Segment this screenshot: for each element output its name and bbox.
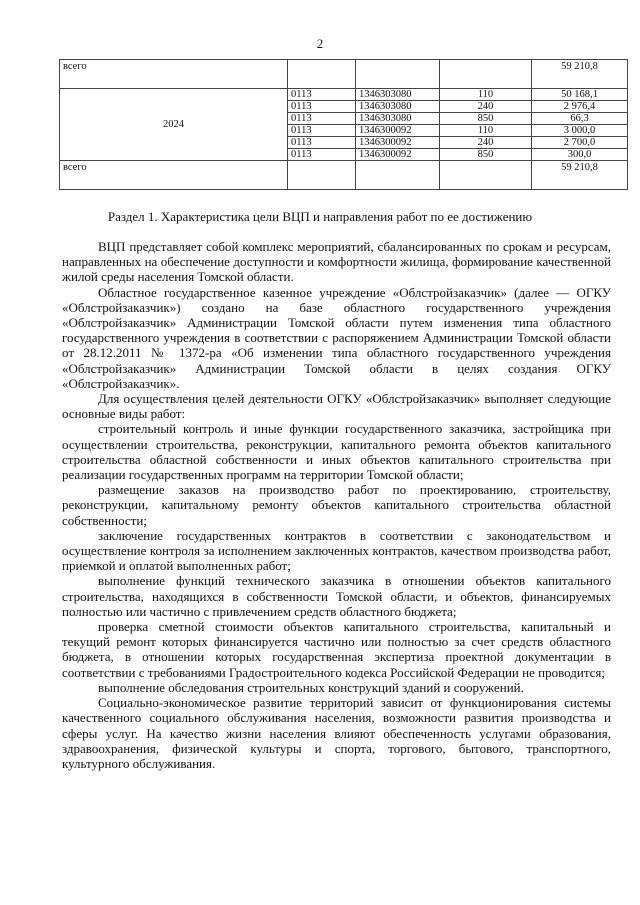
csr-cell: 1346300092: [356, 137, 440, 149]
sum-cell: 50 168,1: [532, 89, 628, 101]
list-item: строительный контроль и иные функции государственного заказчика, застройщика при осуществлении строительства, реконструкции, капитального ремонта объектов капитального строительства областной собственности и иных объектов капитального строительства при реализации государственных программ на территории Томской области;: [62, 421, 611, 483]
sum-cell: 66,3: [532, 113, 628, 125]
total-label: всего: [60, 60, 288, 89]
kfsr-cell: 0113: [288, 113, 356, 125]
paragraph: ВЦП представляет собой комплекс мероприятий, сбалансированных по срокам и ресурсам, направленных на обеспечение доступности и комфортности жилища, формирование качественной жилой среды населения Томской области.: [62, 239, 611, 285]
table-cell: [356, 60, 440, 89]
list-item: выполнение функций технического заказчика в отношении объектов капитального строительства, находящихся в собственности Томской области, и объектов, финансируемых полностью или частично с привлечением средств областного бюджета;: [62, 573, 611, 619]
kfsr-cell: 0113: [288, 125, 356, 137]
paragraph: Областное государственное казенное учреждение «Облстройзаказчик» (далее — ОГКУ «Облстройзаказчик») создано на базе областного государственного учреждения «Облстройзаказчик» Администрации Томской области путем изменения типа областного государственного учреждения в соответствии с распоряжением Администрации Томской области от 28.12.2011 № 1372-ра «Об изменении типа областного государственного учреждения «Облстройзаказчик» Администрации Томской области в целях создания ОГКУ «Облстройзаказчик».: [62, 284, 611, 391]
table-cell: [356, 161, 440, 190]
kfsr-cell: 0113: [288, 89, 356, 101]
table-total-row: [60, 161, 628, 190]
list-item: размещение заказов на производство работ по проектированию, строительству, реконструкции, капитальному ремонту объектов капитального строительства областной собственности;: [62, 482, 611, 528]
total-label: всего: [60, 161, 288, 190]
csr-cell: 1346300092: [356, 149, 440, 161]
kvr-cell: 110: [440, 125, 532, 137]
kvr-cell: 850: [440, 113, 532, 125]
table-cell: [288, 60, 356, 89]
total-sum: 59 210,8: [532, 161, 628, 190]
list-item: проверка сметной стоимости объектов капитального строительства, капитальный и текущий ремонт которых финансируется частично или полностью за счет средств областного бюджета, в отношении которых государственная экспертиза проектной документации в соответствии с требованиями Градостроительного кодекса Российской Федерации не проводится;: [62, 619, 611, 680]
sum-cell: 2 700,0: [532, 137, 628, 149]
paragraph: Для осуществления целей деятельности ОГКУ «Облстройзаказчик» выполняет следующие основные виды работ:: [62, 391, 611, 422]
list-item: выполнение обследования строительных конструкций зданий и сооружений.: [98, 679, 524, 695]
kvr-cell: 240: [440, 137, 532, 149]
table-row: [60, 89, 628, 101]
sum-cell: 2 976,4: [532, 101, 628, 113]
sum-cell: 3 000,0: [532, 125, 628, 137]
document-body: [62, 239, 611, 771]
csr-cell: 1346303080: [356, 89, 440, 101]
kvr-cell: 110: [440, 89, 532, 101]
year-cell: 2024: [60, 89, 288, 161]
table-cell: [440, 60, 532, 89]
financing-table: [59, 59, 628, 190]
kvr-cell: 240: [440, 101, 532, 113]
csr-cell: 1346303080: [356, 101, 440, 113]
list-item: заключение государственных контрактов в соответствии с законодательством и осуществление контроля за исполнением заключенных контрактов, качеством производства работ, приемкой и оплатой выполненных работ;: [62, 527, 611, 574]
kfsr-cell: 0113: [288, 137, 356, 149]
section-heading: Раздел 1. Характеристика цели ВЦП и направления работ по ее достижению: [107, 209, 533, 224]
page-number: 2: [316, 36, 324, 51]
table-cell: [288, 161, 356, 190]
csr-cell: 1346303080: [356, 113, 440, 125]
sum-cell: 300,0: [532, 149, 628, 161]
kvr-cell: 850: [440, 149, 532, 161]
total-sum: 59 210,8: [532, 60, 628, 89]
table-total-row: [60, 60, 628, 89]
table-cell: [440, 161, 532, 190]
kfsr-cell: 0113: [288, 101, 356, 113]
paragraph: Социально-экономическое развитие территорий зависит от функционирования системы качественного социального обслуживания населения, возможности развития производства и сферы услуг. На качество жизни населения влияют обеспеченность услугами образования, здравоохранения, физической культуры и спорта, торгового, бытового, транспортного, культурного обслуживания.: [62, 695, 611, 771]
csr-cell: 1346300092: [356, 125, 440, 137]
kfsr-cell: 0113: [288, 149, 356, 161]
